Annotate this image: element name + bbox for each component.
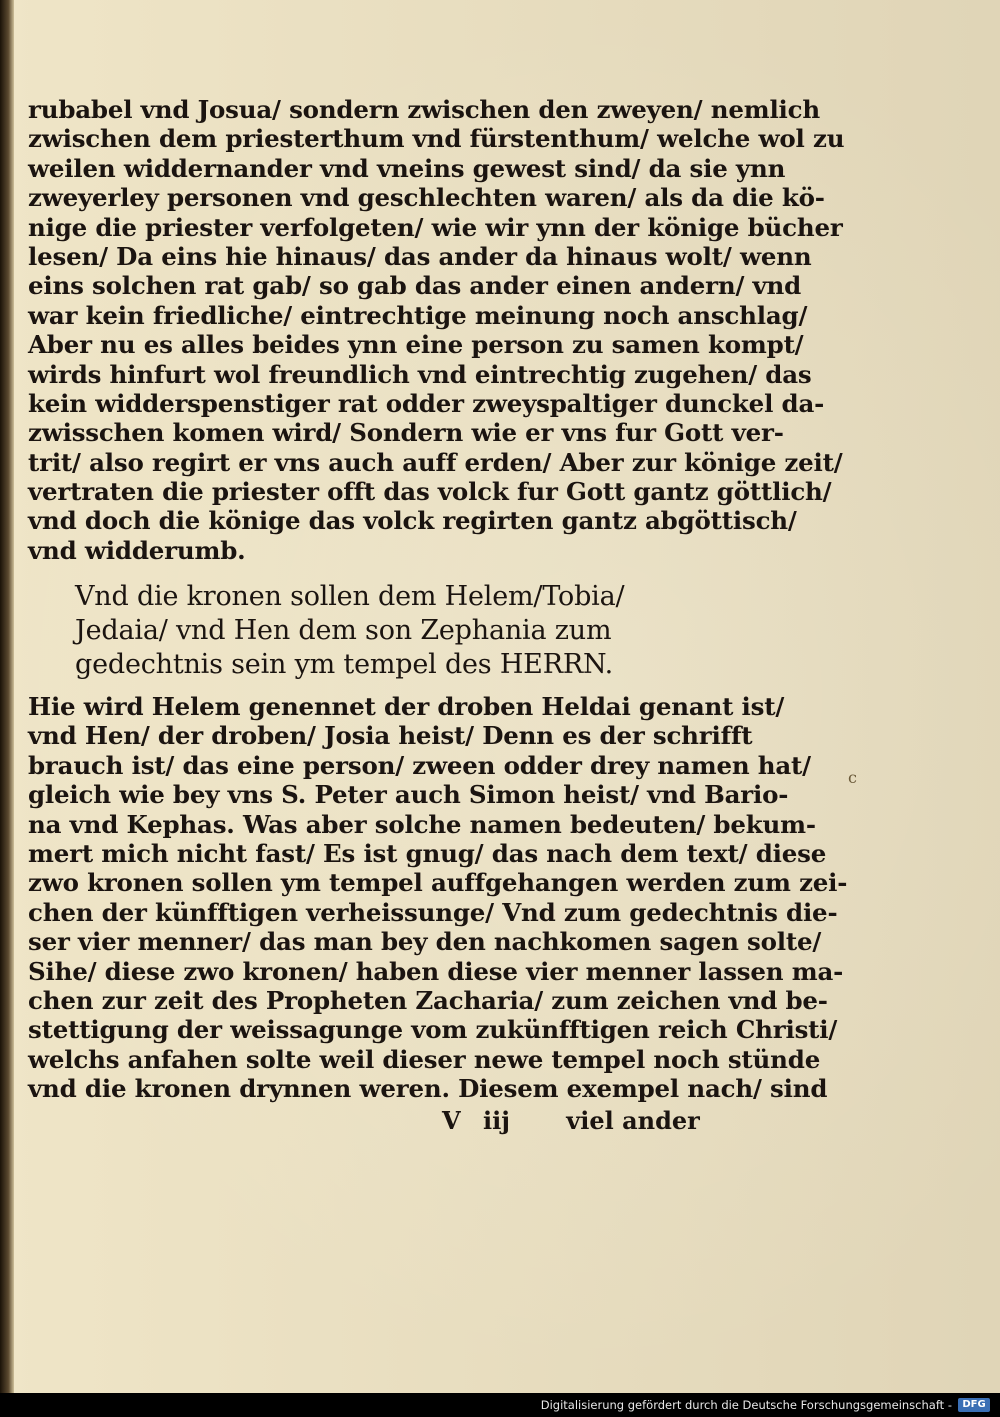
text-line: kein widderspenstiger rat odder zweyspaltiger dunckel da- [28,388,825,418]
catchword: viel ander [566,1106,700,1135]
verse-line: Jedaia/ vnd Hen dem son Zephania zum [75,615,612,646]
text-line: mert mich nicht fast/ Es ist gnug/ das nach dem text/ diese [28,838,827,868]
text-line: nige die priester verfolgeten/ wie wir ynn der könige bücher [28,212,843,242]
text-line: welchs anfahen solte weil dieser newe tempel noch stünde [28,1044,821,1074]
commentary-paragraph-1 [28,95,845,565]
margin-annotation: c [848,768,857,787]
signature-mark: V [442,1106,461,1135]
text-line: weilen widdernander vnd vneins gewest sind/ da sie ynn [28,153,786,183]
text-line: war kein friedliche/ eintrechtige meinung noch anschlag/ [28,300,808,330]
text-line: eins solchen rat gab/ so gab das ander einen andern/ vnd [28,271,802,301]
text-line: stettigung der weissagunge vom zukünfftigen reich Christi/ [28,1015,838,1045]
text-line: Sihe/ diese zwo kronen/ haben diese vier menner lassen ma- [28,956,844,986]
text-line: Hie wird Helem genennet der droben Heldai genant ist/ [28,692,785,721]
text-line: vnd die kronen drynnen weren. Diesem exempel nach/ sind [28,1074,828,1104]
text-line: trit/ also regirt er vns auch auff erden/ Aber zur könige zeit/ [28,447,843,477]
text-line: Aber nu es alles beides ynn eine person zu samen kompt/ [28,330,804,360]
text-line: gleich wie bey vns S. Peter auch Simon heist/ vnd Bario- [28,780,789,810]
scripture-verse [75,580,725,682]
text-line: vnd widderumb. [28,535,246,565]
leaf-number: iij [482,1106,510,1135]
text-line: zwischen dem priesterthum vnd fürstenthum/ welche wol zu [28,124,845,154]
commentary-paragraph-2 [28,692,848,1104]
signature-line [442,1106,700,1135]
funding-credit: Digitalisierung gefördert durch die Deutsche Forschungsgemeinschaft - [540,1398,952,1412]
page-binding-edge [0,0,14,1393]
text-line: vertraten die priester offt das volck fur Gott gantz göttlich/ [28,477,832,507]
text-line: lesen/ Da eins hie hinaus/ das ander da hinaus wolt/ wenn [28,241,812,271]
footer-bar [0,1393,1000,1417]
dfg-logo-icon: DFG [958,1398,990,1412]
text-line: vnd doch die könige das volck regirten gantz abgöttisch/ [28,506,797,536]
text-line: brauch ist/ das eine person/ zween odder drey namen hat/ [28,750,811,780]
text-line: zwo kronen sollen ym tempel auffgehangen werden zum zei- [28,868,848,898]
verse-line: Vnd die kronen sollen dem Helem/Tobia/ [75,581,625,612]
text-line: zweyerley personen vnd geschlechten waren/ als da die kö- [28,183,825,213]
text-line: ser vier menner/ das man bey den nachkomen sagen solte/ [28,927,822,957]
text-line: vnd Hen/ der droben/ Josia heist/ Denn es der schrifft [28,721,753,751]
text-line: rubabel vnd Josua/ sondern zwischen den zweyen/ nemlich [28,95,820,124]
text-line: chen zur zeit des Propheten Zacharia/ zum zeichen vnd be- [28,985,828,1015]
text-line: na vnd Kephas. Was aber solche namen bedeuten/ bekum- [28,809,816,839]
verse-line: gedechtnis sein ym tempel des HERRN. [75,649,614,680]
text-line: zwisschen komen wird/ Sondern wie er vns fur Gott ver- [28,418,784,448]
text-line: chen der künfftigen verheissunge/ Vnd zum gedechtnis die- [28,897,838,927]
text-line: wirds hinfurt wol freundlich vnd eintrechtig zugehen/ das [28,359,812,389]
